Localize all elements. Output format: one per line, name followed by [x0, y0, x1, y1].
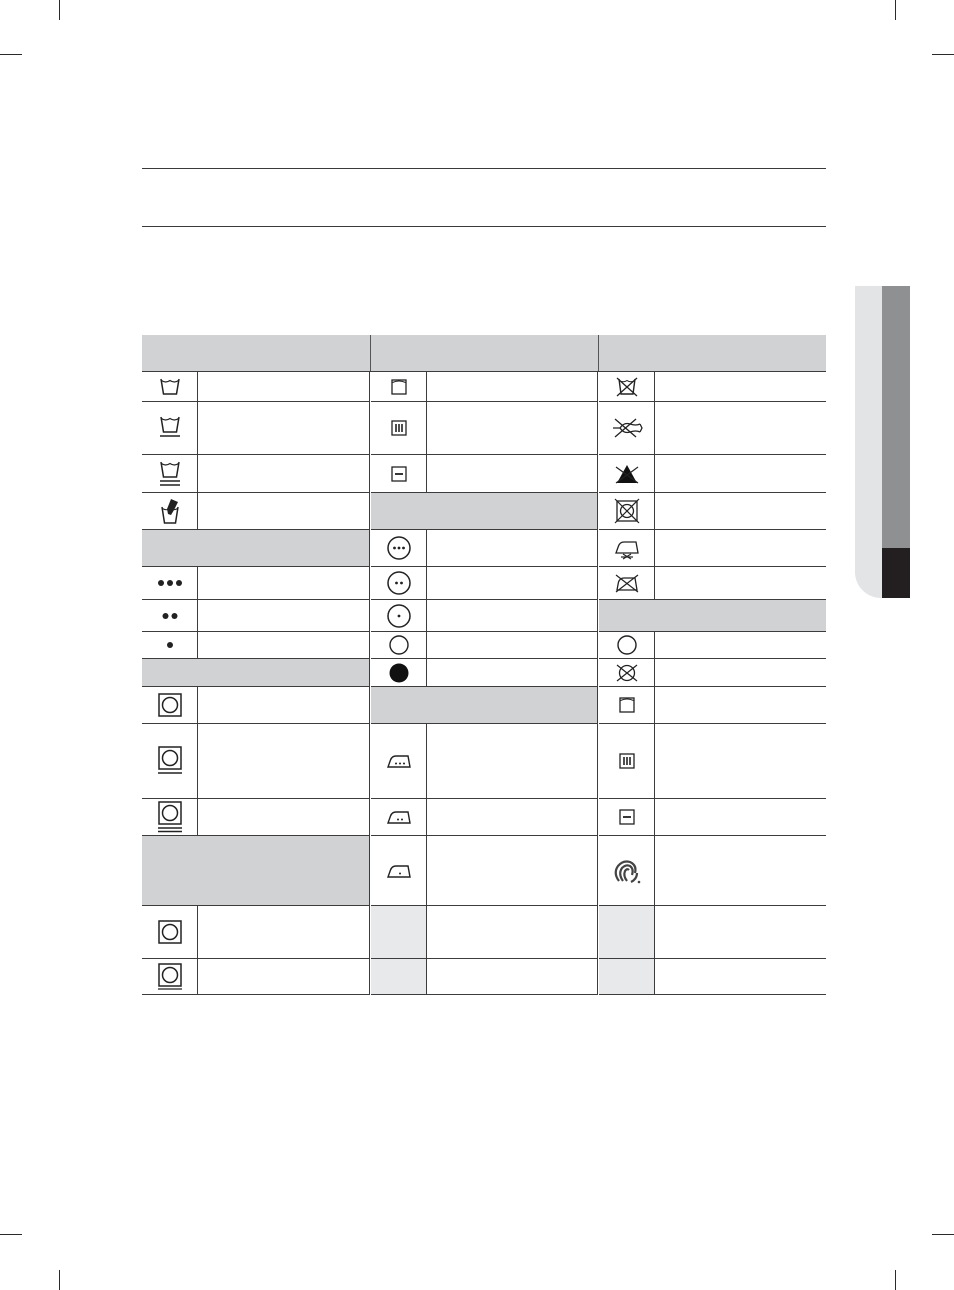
- table-row: [655, 724, 826, 799]
- table-row: [427, 600, 598, 632]
- group-header-drying: [371, 335, 599, 371]
- tumble-dry-low-icon: [371, 600, 427, 632]
- table-row: [198, 372, 370, 402]
- crop-mark: [59, 0, 60, 20]
- line-dry-square-icon: [599, 687, 655, 724]
- tumble-dry-two-bars-icon: [142, 799, 198, 836]
- do-not-iron-icon: [599, 530, 655, 567]
- subheader-drying: [142, 530, 370, 567]
- subheader-dry-cleaning-symbols: [599, 600, 826, 632]
- do-not-wring-icon: [599, 402, 655, 455]
- subheader-ironing: [371, 687, 598, 724]
- crop-mark: [895, 0, 896, 20]
- table-row: [427, 836, 598, 906]
- tumble-dry-one-bar-icon: [142, 724, 198, 799]
- do-not-steam-icon: [599, 567, 655, 600]
- iron-medium-icon: [371, 799, 427, 836]
- bleach-icon: [599, 455, 655, 493]
- table-row: [427, 530, 598, 567]
- table-row: [427, 632, 598, 659]
- table-row: [655, 687, 826, 724]
- empty-icon-cell: [599, 959, 655, 995]
- table-row: [655, 372, 826, 402]
- table-row: [427, 724, 598, 799]
- side-tab: [855, 286, 910, 598]
- subheader-tumble-drying: [371, 493, 598, 530]
- dry-clean-icon: [599, 632, 655, 659]
- dry-flat-icon: [371, 455, 427, 493]
- wash-tub-one-bar-icon: [142, 402, 198, 455]
- circle-filled-icon: [371, 659, 427, 687]
- tumble-dry-variant-two-icon: [142, 959, 198, 995]
- group-header-washing: [142, 335, 371, 371]
- table-row: [655, 455, 826, 493]
- do-not-wash-icon: [599, 372, 655, 402]
- drip-dry-icon: [371, 402, 427, 455]
- table-row: [198, 959, 370, 995]
- wash-tub-icon: [142, 372, 198, 402]
- crop-mark: [895, 1270, 896, 1290]
- empty-icon-cell: [371, 906, 427, 959]
- crop-mark: [932, 54, 954, 55]
- table-row: [427, 567, 598, 600]
- crop-mark: [59, 1270, 60, 1290]
- table-row: [198, 493, 370, 530]
- table-row: [655, 906, 826, 959]
- table-row: [198, 687, 370, 724]
- crop-mark: [932, 1234, 954, 1235]
- woolmark-icon: [599, 836, 655, 906]
- empty-icon-cell: [371, 959, 427, 995]
- table-row: [655, 836, 826, 906]
- table-row: [427, 659, 598, 687]
- tumble-dry-high-icon: [371, 530, 427, 567]
- table-row: [655, 959, 826, 995]
- iron-high-icon: [371, 724, 427, 799]
- section-rule-bottom: [142, 226, 826, 227]
- tumble-dry-medium-icon: [371, 567, 427, 600]
- table-row: [198, 906, 370, 959]
- dry-temp-high-icon: [142, 567, 198, 600]
- tumble-dry-variant-icon: [142, 906, 198, 959]
- do-not-tumble-dry-icon: [599, 493, 655, 530]
- table-row: [427, 455, 598, 493]
- table-row: [655, 659, 826, 687]
- table-row: [427, 402, 598, 455]
- subheader-tumble: [142, 659, 370, 687]
- table-row: [198, 567, 370, 600]
- line-dry-icon: [371, 372, 427, 402]
- table-row: [655, 493, 826, 530]
- group-header-other: [599, 335, 826, 371]
- empty-icon-cell: [599, 906, 655, 959]
- table-row: [655, 530, 826, 567]
- dry-temp-medium-icon: [142, 600, 198, 632]
- table-row: [655, 799, 826, 836]
- side-tab-mid: [882, 286, 910, 548]
- table-row: [655, 402, 826, 455]
- wash-tub-two-bars-icon: [142, 455, 198, 493]
- table-row: [427, 906, 598, 959]
- table-row: [655, 632, 826, 659]
- circle-outline-icon: [371, 632, 427, 659]
- table-row: [427, 799, 598, 836]
- table-row: [198, 402, 370, 455]
- crop-mark: [0, 54, 22, 55]
- table-row: [198, 632, 370, 659]
- table-row: [198, 799, 370, 836]
- do-not-dry-clean-icon: [599, 659, 655, 687]
- table-row: [427, 959, 598, 995]
- tumble-dry-icon: [142, 687, 198, 724]
- table-row: [198, 455, 370, 493]
- drip-dry-square-icon: [599, 724, 655, 799]
- subheader-dry-cleaning: [142, 836, 370, 906]
- iron-low-icon: [371, 836, 427, 906]
- dry-temp-low-icon: [142, 632, 198, 659]
- table-row: [198, 724, 370, 799]
- dry-flat-square-icon: [599, 799, 655, 836]
- table-row: [198, 600, 370, 632]
- side-tab-dark: [882, 548, 910, 598]
- hand-wash-icon: [142, 493, 198, 530]
- section-rule-top: [142, 168, 826, 169]
- crop-mark: [0, 1234, 22, 1235]
- table-row: [427, 372, 598, 402]
- table-row: [655, 567, 826, 600]
